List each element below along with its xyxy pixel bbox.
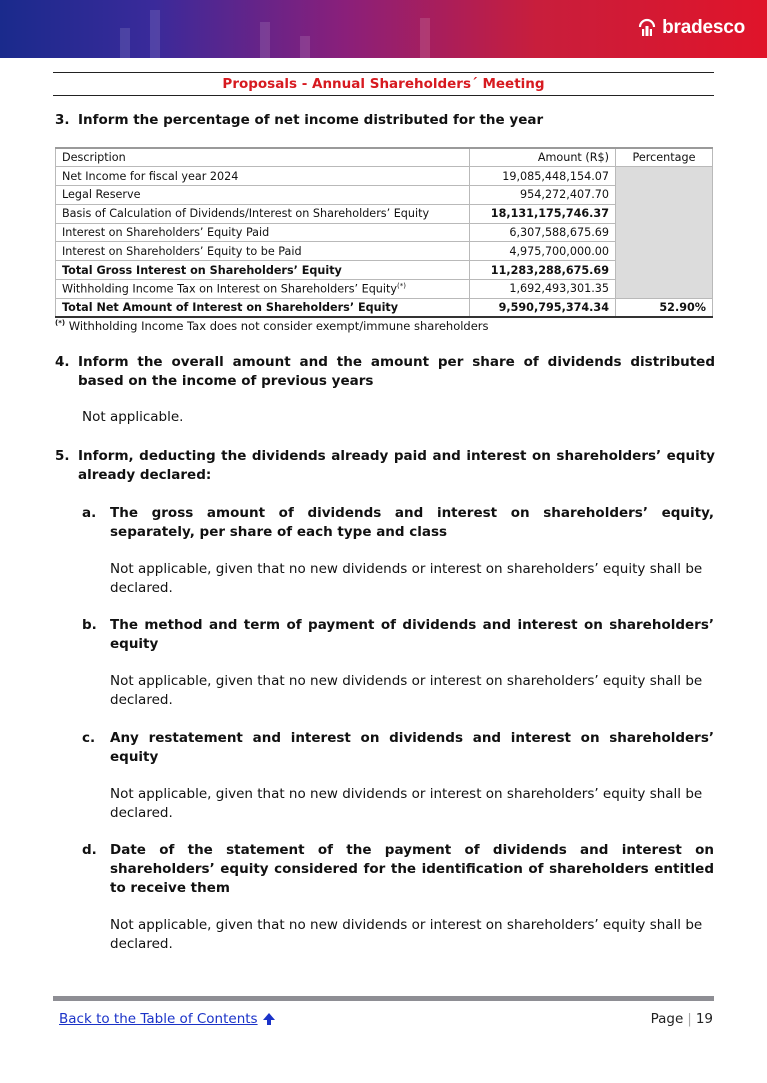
col-header-percentage: Percentage (616, 148, 713, 167)
table-total-row (56, 298, 713, 317)
row-label: Basis of Calculation of Dividends/Interest on Shareholders’ Equity (56, 204, 470, 223)
table-row (56, 186, 713, 205)
brand-name: bradesco (662, 17, 745, 38)
heading-text: Inform, deducting the dividends already paid and interest on shareholders’ equity already declared: (78, 448, 715, 483)
heading-text: The method and term of payment of dividends and interest on shareholders’ equity (110, 617, 714, 652)
heading-text: Inform the percentage of net income distributed for the year (78, 112, 544, 128)
page-title: Proposals - Annual Shareholders´ Meeting (222, 76, 545, 92)
table-row (56, 261, 713, 280)
row-percentage: 52.90% (616, 298, 713, 317)
item-d-answer: Not applicable, given that no new dividends or interest on shareholders’ equity shall be declared. (110, 917, 703, 952)
row-amount: 9,590,795,374.34 (470, 298, 616, 317)
row-label: Total Gross Interest on Shareholders’ Equity (56, 261, 470, 280)
decorative-bar (260, 22, 270, 58)
row-label (56, 280, 470, 299)
item-letter: d. (82, 842, 97, 858)
col-header-amount: Amount (R$) (470, 148, 616, 167)
footnote-marker: (*) (397, 282, 406, 291)
back-link-text: Back to the Table of Contents (59, 1011, 258, 1027)
row-amount: 4,975,700,000.00 (470, 242, 616, 261)
page-label: Page (650, 1011, 684, 1027)
arrow-up-icon (262, 1012, 276, 1026)
heading-text: Date of the statement of the payment of dividends and interest on shareholders’ equity considered for the identification of shareholders entitled to receive them (110, 842, 714, 896)
footer-rule (53, 996, 714, 1001)
decorative-bar (150, 10, 160, 58)
decorative-bar (420, 18, 430, 58)
row-label: Interest on Shareholders’ Equity Paid (56, 223, 470, 242)
row-amount: 18,131,175,746.37 (470, 204, 616, 223)
row-amount: 19,085,448,154.07 (470, 167, 616, 186)
item-letter: a. (82, 505, 97, 521)
row-amount: 6,307,588,675.69 (470, 223, 616, 242)
net-income-table (55, 147, 713, 318)
bradesco-logo-icon (637, 18, 657, 38)
section-number: 4. (55, 354, 70, 370)
footnote-marker: (*) (55, 319, 66, 328)
section-5-heading (55, 447, 715, 485)
header-banner (0, 0, 767, 58)
section-number: 5. (55, 448, 70, 464)
row-amount: 1,692,493,301.35 (470, 280, 616, 299)
section-4-answer: Not applicable. (82, 409, 184, 425)
item-a-answer: Not applicable, given that no new dividends or interest on shareholders’ equity shall be declared. (110, 561, 703, 596)
row-label: Interest on Shareholders’ Equity to be Paid (56, 242, 470, 261)
brand-logo (637, 17, 745, 39)
item-letter: b. (82, 617, 97, 633)
decorative-bar (300, 36, 310, 58)
header-rule-bottom (53, 95, 714, 96)
item-b-heading (82, 616, 714, 654)
page-number (651, 1011, 713, 1027)
table-row (56, 242, 713, 261)
heading-text: Any restatement and interest on dividends and interest on shareholders’ equity (110, 730, 714, 765)
item-a-heading (82, 504, 714, 542)
footnote-text: Withholding Income Tax does not consider exempt/immune shareholders (68, 319, 489, 333)
col-header-description: Description (56, 148, 470, 167)
page-number-value: 19 (695, 1011, 713, 1027)
row-amount: 954,272,407.70 (470, 186, 616, 205)
table-row (56, 280, 713, 299)
section-number: 3. (55, 112, 70, 128)
item-c-answer: Not applicable, given that no new dividends or interest on shareholders’ equity shall be declared. (110, 786, 703, 821)
row-label-text: Withholding Income Tax on Interest on Shareholders’ Equity (62, 282, 398, 296)
table-header-row (56, 148, 713, 167)
page-separator: | (687, 1011, 692, 1027)
table-row (56, 167, 713, 186)
decorative-bar (120, 28, 130, 58)
item-c-heading (82, 729, 714, 767)
header-rule-top (53, 72, 714, 73)
table-footnote (55, 319, 489, 333)
heading-text: Inform the overall amount and the amount per share of dividends distributed based on the income of previous years (78, 354, 715, 389)
section-3-heading (55, 111, 715, 130)
row-label: Legal Reserve (56, 186, 470, 205)
heading-text: The gross amount of dividends and interest on shareholders’ equity, separately, per share of each type and class (110, 505, 714, 540)
item-b-answer: Not applicable, given that no new dividends or interest on shareholders’ equity shall be declared. (110, 673, 703, 708)
item-d-heading (82, 841, 714, 898)
percentage-blank-cell (616, 167, 713, 299)
back-to-toc-link[interactable] (59, 1011, 276, 1027)
item-letter: c. (82, 730, 96, 746)
row-amount: 11,283,288,675.69 (470, 261, 616, 280)
row-label: Net Income for fiscal year 2024 (56, 167, 470, 186)
table-row (56, 204, 713, 223)
row-label: Total Net Amount of Interest on Shareholders’ Equity (56, 298, 470, 317)
section-4-heading (55, 353, 715, 391)
table-row (56, 223, 713, 242)
